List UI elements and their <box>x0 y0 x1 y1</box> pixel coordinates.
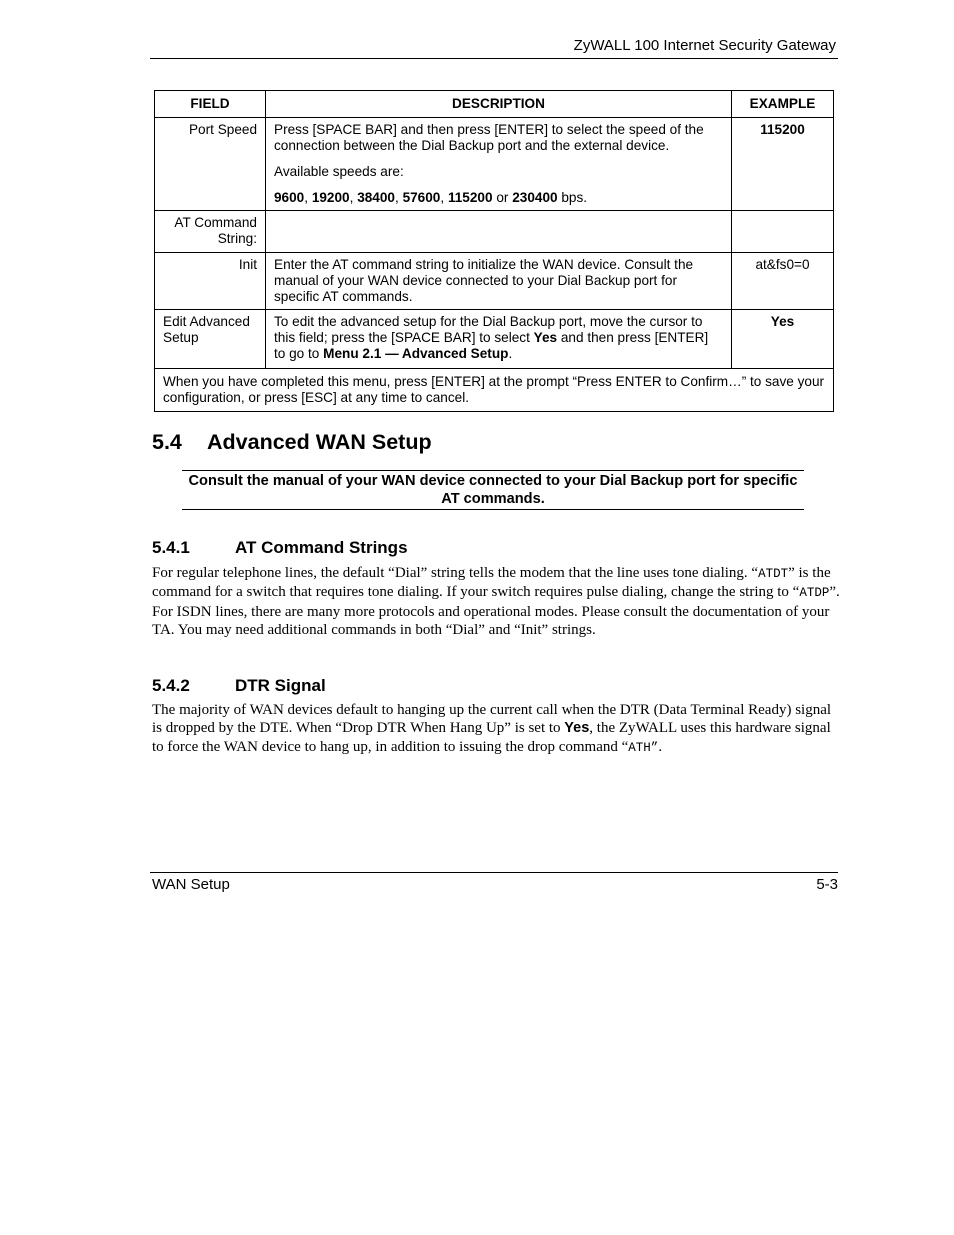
code-atdp: ATDP <box>799 586 830 601</box>
desc-edit-b: and then press [ENTER] to go to <box>274 330 709 361</box>
paragraph-dtr <box>152 701 842 757</box>
speed-230400: 230400 <box>512 190 558 205</box>
table-header-row <box>155 91 834 118</box>
field-init: Init <box>155 253 266 310</box>
subsection-2-body <box>152 701 842 757</box>
page-footer <box>150 872 838 895</box>
desc-port-speed <box>266 118 732 211</box>
unit-text: bps. <box>557 190 588 205</box>
subsection-heading-1 <box>152 538 408 558</box>
subsection-2-number: 5.4.2 <box>152 676 190 695</box>
example-port-speed-value: 115200 <box>760 122 805 137</box>
description-header: DESCRIPTION <box>266 91 732 118</box>
p-dtr-yes: Yes <box>564 720 590 737</box>
table-row-footer-note <box>155 369 834 412</box>
table-row-at-command <box>155 211 834 253</box>
code-atdt: ATDT <box>758 567 789 581</box>
section-heading <box>152 430 432 455</box>
desc-edit-a: To edit the advanced setup for the Dial Backup port, move the cursor to this field; press the [SPACE BAR] to select <box>274 314 703 345</box>
example-header: EXAMPLE <box>732 91 834 118</box>
section-title: Advanced WAN Setup <box>207 430 432 454</box>
or-text: or <box>492 190 513 205</box>
subsection-heading-2 <box>152 676 326 696</box>
sep: , <box>304 190 312 205</box>
example-edit-advanced <box>732 310 834 369</box>
subsection-1-title: AT Command Strings <box>235 538 408 557</box>
p1-c: ”. <box>829 584 840 601</box>
header-title: ZyWALL 100 Internet Security Gateway <box>573 37 836 54</box>
example-at-command <box>732 211 834 253</box>
table-row-edit-advanced <box>155 310 834 369</box>
desc-edit-c: . <box>508 346 513 361</box>
footer-chapter: WAN Setup <box>152 876 230 893</box>
speed-38400: 38400 <box>357 190 395 205</box>
section-number: 5.4 <box>152 430 182 454</box>
speed-115200: 115200 <box>447 190 493 205</box>
desc-port-speed-text: Press [SPACE BAR] and then press [ENTER] to select the speed of the connection between the Dial Backup port and the external device. <box>274 122 704 153</box>
paragraph-isdn: For ISDN lines, there are many more protocols and operational modes. Please consult the documentation of your TA. You may need additional commands in both “Dial” and “Init” strings. <box>152 603 830 639</box>
desc-port-speed-available: Available speeds are: <box>274 164 404 179</box>
field-port-speed: Port Speed <box>155 118 266 211</box>
example-edit-advanced-value: Yes <box>770 314 795 329</box>
desc-edit-advanced <box>266 310 732 369</box>
p-dtr-a: The majority of WAN devices default to hanging up the current call when the DTR (Data Terminal Ready) signal is dropped by the DTE. When “Drop DTR When Hang Up” is set to <box>152 702 832 737</box>
speed-19200: 19200 <box>311 190 350 205</box>
table-row-port-speed <box>155 118 834 211</box>
desc-edit-menu: Menu 2.1 — Advanced Setup <box>323 346 509 361</box>
speed-57600: 57600 <box>402 190 441 205</box>
table-footer-note: When you have completed this menu, press [ENTER] at the prompt “Press ENTER to Confirm…” to save your configuration, or press [ESC] at any time to cancel. <box>155 369 834 412</box>
sep: , <box>395 190 403 205</box>
subsection-2-title: DTR Signal <box>235 676 326 695</box>
desc-init: Enter the AT command string to initialize the WAN device. Consult the manual of your WAN device connected to your Dial Backup port for specific AT commands. <box>266 253 732 310</box>
sep: , <box>349 190 358 205</box>
desc-port-speed-list <box>274 190 723 206</box>
subsection-1-body <box>152 564 842 640</box>
note-box: Consult the manual of your WAN device connected to your Dial Backup port for specific AT commands. <box>182 470 804 510</box>
field-table <box>154 90 834 412</box>
table-row-init <box>155 253 834 310</box>
desc-at-command <box>266 211 732 253</box>
paragraph-at-commands <box>152 564 842 603</box>
page-header <box>150 37 838 59</box>
footer-page-number: 5-3 <box>816 876 838 893</box>
sep: , <box>440 190 448 205</box>
p-dtr-c: . <box>658 738 663 755</box>
subsection-1-number: 5.4.1 <box>152 538 190 557</box>
example-port-speed <box>732 118 834 211</box>
code-ath: ATH” <box>628 740 659 755</box>
desc-edit-yes: Yes <box>533 330 558 345</box>
field-at-command: AT Command String: <box>155 211 266 253</box>
p1-b: ” is the command for a switch that requires tone dialing. If your switch requires pulse dialing, change the string to “ <box>152 565 831 601</box>
speed-9600: 9600 <box>274 190 305 205</box>
p1-a: For regular telephone lines, the default “Dial” string tells the modem that the line uses tone dialing. “ <box>152 565 759 581</box>
field-edit-advanced: Edit Advanced Setup <box>155 310 266 369</box>
example-init: at&fs0=0 <box>732 253 834 310</box>
field-header: FIELD <box>155 91 266 118</box>
p-dtr-b: , the ZyWALL uses this hardware signal to force the WAN device to hang up, in addition to issuing the drop command “ <box>152 720 831 755</box>
